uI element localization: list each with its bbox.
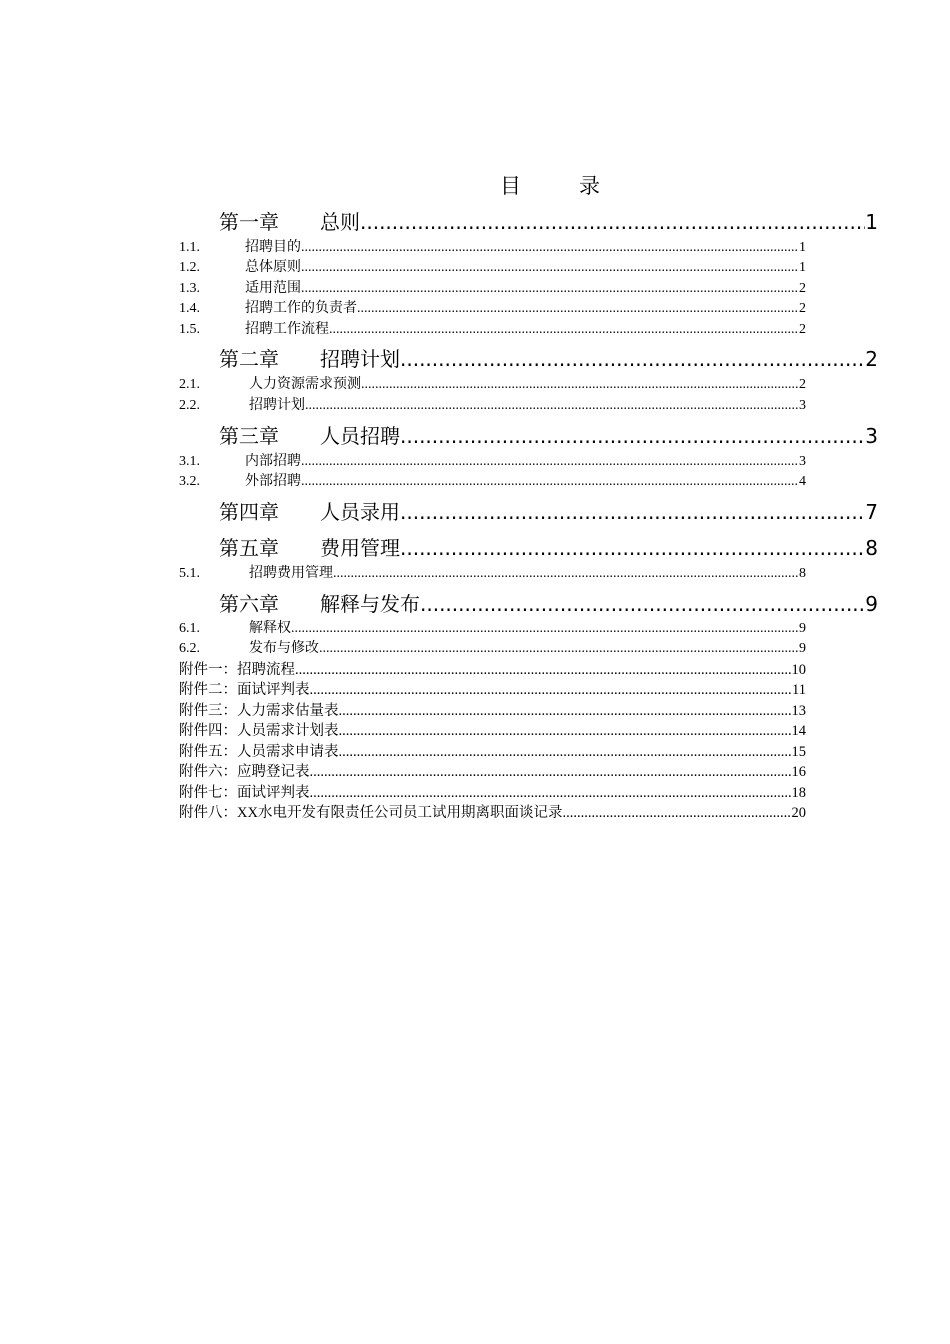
toc-chapter-number: 第四章 (219, 500, 279, 524)
toc-chapter-title: 人员招聘 (320, 424, 400, 448)
toc-section-title: 内部招聘 (245, 454, 301, 469)
toc-page-number: 2 (799, 322, 806, 337)
toc-page-number: 8 (799, 566, 806, 581)
toc-appendix-title: 附件一：招聘流程 (179, 662, 295, 678)
toc-section-2-2[interactable] (179, 394, 806, 414)
toc-heading-right: 录 (579, 174, 600, 198)
toc-appendix-7[interactable] (179, 781, 806, 801)
toc-heading (0, 170, 950, 200)
toc-dot-leader (339, 703, 792, 720)
toc-section-title: 发布与修改 (249, 641, 319, 656)
toc-section-title: 外部招聘 (245, 474, 301, 489)
toc-section-title: 招聘计划 (249, 398, 305, 413)
toc-appendix-title: 附件四：人员需求计划表 (179, 723, 339, 739)
toc-dot-leader (339, 723, 792, 740)
toc-section-title: 总体原则 (245, 260, 301, 275)
toc-dot-leader (291, 621, 799, 637)
toc-page-number: 1 (865, 210, 878, 234)
toc-appendix-title: 附件八：XX水电开发有限责任公司员工试用期离职面谈记录 (179, 805, 563, 821)
toc-section-3-1[interactable] (179, 450, 806, 470)
toc-dot-leader (310, 682, 793, 699)
toc-section-number: 3.2. (179, 474, 200, 489)
toc-chapter-5[interactable] (219, 532, 878, 562)
toc-page-number: 7 (865, 500, 878, 524)
toc-section-2-1[interactable] (179, 373, 806, 393)
toc-chapter-title: 总则 (320, 210, 360, 234)
toc-section-title: 解释权 (249, 621, 291, 636)
toc-dot-leader (400, 536, 865, 560)
toc-section-number: 6.1. (179, 621, 200, 636)
toc-page-number: 2 (799, 301, 806, 316)
toc-page-number: 9 (799, 621, 806, 636)
toc-section-title: 招聘工作流程 (245, 322, 329, 337)
toc-chapter-title: 费用管理 (320, 536, 400, 560)
toc-dot-leader (295, 662, 792, 679)
toc-dot-leader (301, 260, 799, 276)
toc-dot-leader (400, 500, 865, 524)
toc-dot-leader (333, 566, 799, 582)
toc-chapter-2[interactable] (219, 343, 878, 373)
toc-chapter-number: 第二章 (219, 347, 279, 371)
toc-chapter-6[interactable] (219, 588, 878, 618)
toc-appendix-title: 附件六：应聘登记表 (179, 764, 310, 780)
toc-dot-leader (420, 592, 865, 616)
toc-dot-leader (301, 281, 799, 297)
toc-dot-leader (400, 424, 865, 448)
toc-chapter-number: 第六章 (219, 592, 279, 616)
toc-page-number: 3 (799, 454, 806, 469)
toc-appendix-1[interactable] (179, 658, 806, 678)
toc-page-number: 18 (791, 785, 806, 801)
toc-section-title: 适用范围 (245, 281, 301, 296)
toc-dot-leader (562, 805, 791, 822)
toc-section-title: 人力资源需求预测 (249, 377, 361, 392)
toc-dot-leader (319, 641, 799, 657)
toc-page-number: 10 (791, 662, 806, 678)
toc-section-number: 5.1. (179, 566, 200, 581)
toc-page-number: 8 (865, 536, 878, 560)
toc-section-number: 6.2. (179, 641, 200, 656)
toc-section-6-2[interactable] (179, 637, 806, 657)
toc-section-1-5[interactable] (179, 318, 806, 338)
toc-section-number: 2.1. (179, 377, 200, 392)
toc-appendix-8[interactable] (179, 801, 806, 821)
toc-dot-leader (310, 764, 792, 781)
toc-dot-leader (301, 474, 799, 490)
toc-dot-leader (310, 785, 792, 802)
toc-chapter-number: 第三章 (219, 424, 279, 448)
toc-chapter-number: 第一章 (219, 210, 279, 234)
toc-heading-left: 目 (500, 174, 521, 198)
toc-page-number: 9 (799, 641, 806, 656)
toc-page-number: 20 (791, 805, 806, 821)
toc-page-number: 14 (791, 723, 806, 739)
toc-chapter-4[interactable] (219, 496, 878, 526)
toc-dot-leader (400, 347, 865, 371)
toc-section-1-4[interactable] (179, 297, 806, 317)
toc-page-number: 3 (799, 398, 806, 413)
toc-section-title: 招聘费用管理 (249, 566, 333, 581)
toc-page-number: 11 (792, 682, 806, 698)
toc-page-number: 9 (865, 592, 878, 616)
toc-section-number: 1.2. (179, 260, 200, 275)
toc-chapter-1[interactable] (219, 206, 878, 236)
toc-page-number: 1 (799, 260, 806, 275)
toc-page-number: 15 (791, 744, 806, 760)
toc-dot-leader (329, 322, 799, 338)
toc-section-5-1[interactable] (179, 562, 806, 582)
toc-appendix-title: 附件五：人员需求申请表 (179, 744, 339, 760)
toc-page-number: 16 (791, 764, 806, 780)
toc-section-number: 1.4. (179, 301, 200, 316)
toc-section-1-1[interactable] (179, 236, 806, 256)
toc-dot-leader (301, 240, 799, 256)
toc-appendix-title: 附件三：人力需求估量表 (179, 703, 339, 719)
toc-section-number: 1.5. (179, 322, 200, 337)
toc-page-number: 3 (865, 424, 878, 448)
toc-section-6-1[interactable] (179, 617, 806, 637)
toc-dot-leader (339, 744, 792, 761)
toc-page-number: 13 (791, 703, 806, 719)
toc-chapter-title: 解释与发布 (320, 592, 420, 616)
toc-section-number: 1.3. (179, 281, 200, 296)
toc-page-number: 2 (865, 347, 878, 371)
toc-dot-leader (305, 398, 799, 414)
toc-appendix-2[interactable] (179, 678, 806, 698)
toc-page-number: 4 (799, 474, 806, 489)
toc-chapter-title: 招聘计划 (320, 347, 400, 371)
toc-page-number: 2 (799, 281, 806, 296)
toc-section-1-2[interactable] (179, 256, 806, 276)
toc-page-number: 1 (799, 240, 806, 255)
toc-appendix-5[interactable] (179, 740, 806, 760)
toc-appendix-3[interactable] (179, 699, 806, 719)
toc-appendix-6[interactable] (179, 760, 806, 780)
toc-appendix-4[interactable] (179, 719, 806, 739)
toc-appendix-title: 附件二：面试评判表 (179, 682, 310, 698)
toc-section-1-3[interactable] (179, 277, 806, 297)
toc-chapter-number: 第五章 (219, 536, 279, 560)
toc-appendix-title: 附件七：面试评判表 (179, 785, 310, 801)
toc-section-3-2[interactable] (179, 470, 806, 490)
toc-section-number: 3.1. (179, 454, 200, 469)
toc-section-title: 招聘工作的负责者 (245, 301, 357, 316)
toc-chapter-title: 人员录用 (320, 500, 400, 524)
toc-dot-leader (360, 210, 865, 234)
toc-dot-leader (301, 454, 799, 470)
toc-dot-leader (357, 301, 799, 317)
toc-section-number: 2.2. (179, 398, 200, 413)
toc-section-number: 1.1. (179, 240, 200, 255)
toc-section-title: 招聘目的 (245, 240, 301, 255)
toc-chapter-3[interactable] (219, 420, 878, 450)
toc-page-number: 2 (799, 377, 806, 392)
toc-dot-leader (361, 377, 799, 393)
